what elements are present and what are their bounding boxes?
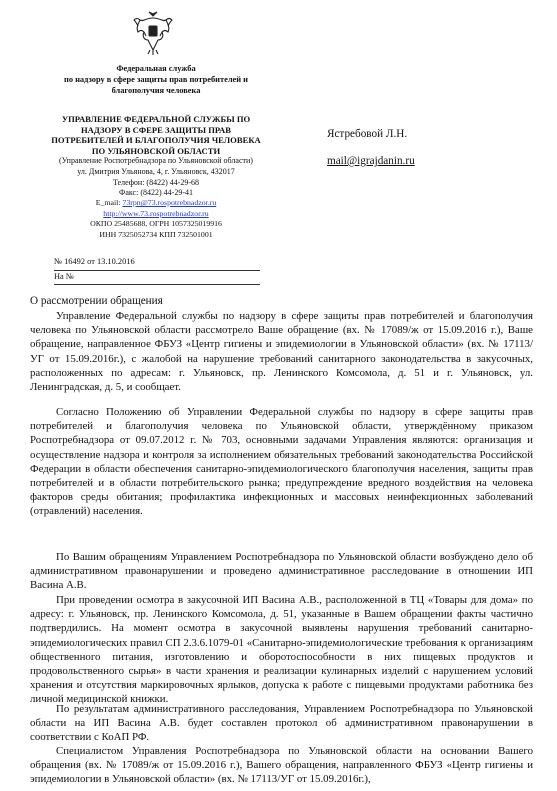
contact-block	[40, 156, 272, 199]
agency-line: по надзору в сфере защиты прав потребителей и	[64, 75, 248, 84]
paragraph-text: По результатам административного расследования, Управлением Роспотребнадзора по Ульяновской области на ИП Васина А.В. будет составлен протокол об административном правонарушении в соответствии с КоАП РФ.	[30, 703, 533, 744]
department-line: НАДЗОРУ В СФЕРЕ ЗАЩИТЫ ПРАВ	[80, 124, 231, 135]
agency-name	[40, 63, 272, 96]
paragraph	[30, 550, 533, 593]
contact-line: Факс: (8422) 44-29-41	[119, 188, 193, 198]
agency-line: Федеральная служба	[116, 64, 196, 73]
paragraph	[30, 593, 533, 707]
reply-to-label: На №	[54, 272, 74, 281]
registration-block	[40, 198, 272, 240]
paragraph-text: Согласно Положению об Управлении Федеральной службы по надзору в сфере защиты прав потребителей и благополучия человека по Ульяновской области, утверждённому приказом Роспотребнадзора от 09.07.2012 г. № 703, основными задачами Управления являются: организация и осуществление надзора и контроля за исполнением обязательных требований законодательства Российской Федерации в области обеспечения санитарно-эпидемиологического благополучия населения, защиты прав потребителей и в области потребительского рынка; предупреждение вредного воздействия на человека факторов среды обитания; профилактика инфекционных и массовых неинфекционных заболеваний (отравлений) населения.	[30, 406, 533, 518]
contact-line: Телефон: (8422) 44-29-68	[112, 177, 200, 187]
email-line	[40, 198, 272, 209]
department-line: УПРАВЛЕНИЕ ФЕДЕРАЛЬНОЙ СЛУЖБЫ ПО	[61, 114, 251, 124]
agency-line: благополучия человека	[111, 86, 201, 95]
department-name	[40, 114, 272, 156]
website-link[interactable]: http://www.73.rospotrebnadzor.ru	[103, 208, 209, 218]
contact-line: ул. Дмитрия Ульянова, 4, г. Ульяновск, 432017	[77, 166, 235, 176]
document-number: № 16492 от 13.10.2016	[54, 257, 135, 266]
paragraph	[30, 744, 533, 787]
paragraph	[30, 309, 533, 394]
paragraph-text: Специалистом Управления Роспотребнадзора по Ульяновской области на основании Вашего обращения (вх. № 17089/ж от 15.09.2016 г.), Вашего обращения, направленного ФБУЗ «Центр гигиены и эпидемиологии в Ульяновской области» (вх. № 17113/УГ от 15.09.2016г.),	[30, 745, 533, 786]
contact-line: (Управление Роспотребнадзора по Ульяновской области)	[59, 156, 253, 165]
coat-of-arms-icon	[132, 10, 174, 56]
inn-line: ИНН 7325052734 КПП 732501001	[99, 229, 213, 239]
paragraph-text: Управление Федеральной службы по надзору в сфере защиты прав потребителей и благополучия человека по Ульяновской области рассмотрело Ваше обращение (вх. № 17089/ж от 15.09.2016 г.), Ваше обращение, направленное ФБУЗ «Центр гигиены и эпидемиологии в Ульяновской области» (вх. № 17113/УГ от 15.09.2016г.), с жалобой на нарушение требований санитарного законодательства в закусочных, расположенных по адресам: г. Ульяновск, пр. Ленинского Комсомола, д. 51 и г. Ульяновск, ул. Ленинградская, д. 5, и сообщает.	[30, 310, 533, 394]
okpo-line: ОКПО 25485688, ОГРН 1057325019916	[90, 219, 222, 228]
letter-subject: О рассмотрении обращения	[30, 295, 163, 307]
addressee-email[interactable]: mail@igrajdanin.ru	[327, 155, 415, 167]
divider	[54, 270, 260, 271]
paragraph	[30, 702, 533, 745]
paragraph-text: По Вашим обращениям Управлением Роспотребнадзора по Ульяновской области возбуждено дело об административном правонарушении и проведено административное расследование в отношении ИП Васина А.В.	[30, 551, 533, 592]
addressee-name: Ястребовой Л.Н.	[327, 128, 408, 140]
department-line: ПОТРЕБИТЕЛЕЙ И БЛАГОПОЛУЧИЯ ЧЕЛОВЕКА	[51, 135, 261, 145]
divider	[54, 284, 260, 285]
paragraph	[30, 405, 533, 519]
paragraph-text: При проведении осмотра в закусочной ИП Васина А.В., расположенной в ТЦ «Товары для дома» по адресу: г. Ульяновск, пр. Ленинского Комсомола, д. 51, указанные в Вашем обращении факты частично подтвердились. На момент осмотра в закусочной выявлены нарушения требований санитарно-эпидемиологических правил СП 2.3.6.1079-01 «Санитарно-эпидемиологические требования к организациям общественного питания, изготовлению и оборотоспособности в них пищевых продуктов и продовольственного сырья» в части хранения и реализации кулинарных изделий с нарушением условий хранения и отсутствия маркировочных ярлыков, допуска к работе с пищевыми продуктами работника без личной медицинской книжки.	[30, 594, 533, 706]
email-link[interactable]: 73rpn@73.rospotrebnadzor.ru	[122, 198, 217, 207]
email-label: E_mail:	[95, 198, 123, 207]
department-line: ПО УЛЬЯНОВСКОЙ ОБЛАСТИ	[91, 145, 221, 156]
